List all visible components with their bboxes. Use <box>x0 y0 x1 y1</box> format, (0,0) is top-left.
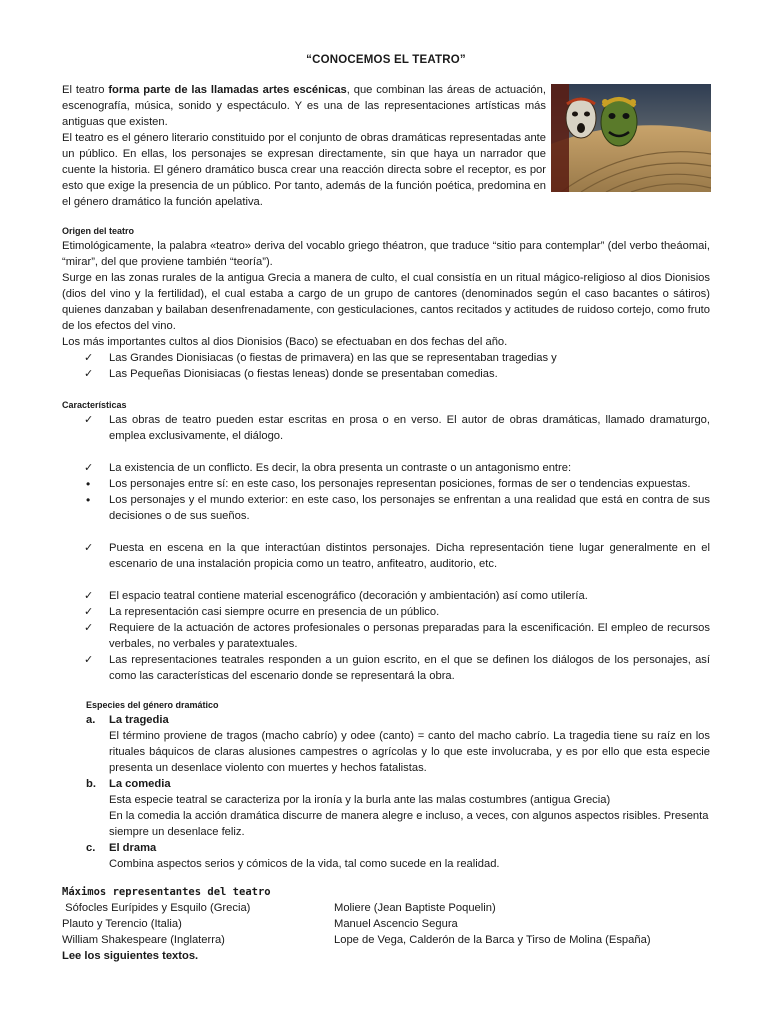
caracteristicas-list-4 <box>62 588 710 684</box>
representante-right: Manuel Ascencio Segura <box>334 918 458 930</box>
conflict-bullet-list <box>62 476 710 524</box>
list-item: ✓ Las obras de teatro pueden estar escritas en prosa o en verso. El autor de obras dramáticas, llamado dramaturgo, emplea exclusivamente, el diálogo. <box>62 412 710 444</box>
theater-masks-image <box>551 84 711 192</box>
intro-paragraph-2: El teatro es el género literario constituido por el conjunto de obras dramáticas representadas ante un público. En ellas, los personajes se expresan directamente, sin que haya un narrador que cuente la historia. El género dramático busca crear una reacción directa sobre el receptor, es por esto que exige la presencia de un público. Por tanto, además de la función poética, predomina en el género dramático la función apelativa. <box>62 132 546 208</box>
list-item: ✓ Las Pequeñas Dionisiacas (o fiestas leneas) donde se presentaban comedias. <box>62 366 710 382</box>
list-item: ✓ El espacio teatral contiene material escenográfico (decoración y ambientación) así como utilería. <box>62 588 710 604</box>
representante-right: Lope de Vega, Calderón de la Barca y Tirso de Molina (España) <box>334 934 651 946</box>
list-item: ✓ Las Grandes Dionisiacas (o fiestas de primavera) en las que se representaban tragedias y <box>62 350 710 366</box>
origen-paragraph-1: Etimológicamente, la palabra «teatro» deriva del vocablo griego théatron, que traduce “sitio para contemplar” (del verbo theáomai, “mirar”, del que proviene también “teoría”). <box>62 240 710 268</box>
representantes-grid <box>62 900 710 948</box>
intro-paragraph-1 <box>62 82 546 130</box>
spacer <box>62 444 710 460</box>
spacer <box>62 524 710 540</box>
list-item: ✓ La existencia de un conflicto. Es decir, la obra presenta un contraste o un antagonismo entre: <box>62 460 710 476</box>
especie-title: La comedia <box>109 778 171 790</box>
caracteristicas-heading: Características <box>62 400 127 410</box>
especies-heading: Especies del género dramático <box>86 700 219 710</box>
intro-p1-emphasis: forma parte de las llamadas artes escénicas <box>108 84 347 96</box>
list-item: • Los personajes entre sí: en este caso, los personajes representan posiciones, formas de ser o tendencias expuestas. <box>62 476 710 492</box>
intro-section <box>62 82 710 210</box>
especie-title: La tragedia <box>109 714 169 726</box>
intro-p1-end: , que combinan las áreas de actuación, escenografía, música, sonido y espectáculo. Y es una de las representaciones artísticas más antiguas que existen. <box>62 84 546 128</box>
list-item: ✓ Las representaciones teatrales responden a un guion escrito, en el que se definen los diálogos de los personajes, así como las características del escenario donde se representará la obra. <box>62 652 710 684</box>
origen-paragraph-3: Los más importantes cultos al dios Dionisios (Baco) se efectuaban en dos fechas del año. <box>62 336 508 348</box>
especie-text: En la comedia la acción dramática discurre de manera alegre e incluso, a veces, con algunos aspectos risibles. Presenta siempre un desenlace feliz. <box>109 810 709 838</box>
especie-tragedia <box>62 712 710 776</box>
especie-letter: b. <box>86 778 96 790</box>
document-page <box>62 52 710 964</box>
representante-left: Plauto y Terencio (Italia) <box>62 918 182 930</box>
intro-text <box>62 82 546 210</box>
origen-paragraph-2: Surge en las zonas rurales de la antigua Grecia a manera de culto, el cual consistía en un ritual mágico-religioso al dios Dionisios (dios del vino y la fertilidad), el cual estaba a cargo de un grupo de cantores (denominados según el caso bacantes o sátiros) quienes danzaban y bailaban desenfrenadamente, con gesticulaciones, cantos recitados y actitudes de ruidoso cortejo, como fruto de los efectos del vino. <box>62 272 710 332</box>
representantes-heading: Máximos representantes del teatro <box>62 886 271 898</box>
especie-comedia <box>62 776 710 840</box>
document-title: “CONOCEMOS EL TEATRO” <box>306 54 466 66</box>
list-item: ✓ La representación casi siempre ocurre en presencia de un público. <box>62 604 710 620</box>
spacer <box>62 572 710 588</box>
representante-left: William Shakespeare (Inglaterra) <box>62 934 225 946</box>
intro-p1-start: El teatro <box>62 84 109 96</box>
representante-right: Moliere (Jean Baptiste Poquelin) <box>334 902 496 914</box>
representante-left: Sófocles Eurípides y Esquilo (Grecia) <box>62 902 251 914</box>
list-item: ✓ Puesta en escena en la que interactúan distintos personajes. Dicha representación tiene lugar generalmente en el escenario de una instalación propicia como un teatro, anfiteatro, auditorio, etc. <box>62 540 710 572</box>
especie-drama <box>62 840 710 872</box>
especie-text: El término proviene de tragos (macho cabrío) y odee (canto) = canto del macho cabrío. La tragedia tiene su raíz en los rituales báquicos de claras alusiones campestres o agrícolas y lo que este involucraba, y es por ello que esta especie presenta un desenlace violento con muertes y hechos fatalistas. <box>109 730 710 774</box>
especie-text: Esta especie teatral se caracteriza por la ironía y la burla ante las malas costumbres (antigua Grecia) <box>109 794 611 806</box>
origen-check-list <box>62 350 710 382</box>
especies-section <box>62 698 710 872</box>
especie-title: El drama <box>109 842 157 854</box>
list-item: ✓ Requiere de la actuación de actores profesionales o personas preparadas para la escenificación. El empleo de recursos verbales, no verbales y paratextuales. <box>62 620 710 652</box>
caracteristicas-list-2 <box>62 460 710 476</box>
origen-heading: Origen del teatro <box>62 226 135 236</box>
especie-letter: c. <box>86 842 96 854</box>
caracteristicas-list-1 <box>62 412 710 444</box>
representantes-section <box>62 884 710 964</box>
list-item: • Los personajes y el mundo exterior: en este caso, los personajes se enfrentan a una realidad que está en contra de sus decisiones o de sus sueños. <box>62 492 710 524</box>
especie-text: Combina aspectos serios y cómicos de la vida, tal como sucede en la realidad. <box>109 858 500 870</box>
especie-letter: a. <box>86 714 96 726</box>
caracteristicas-list-3 <box>62 540 710 572</box>
final-instruction: Lee los siguientes textos. <box>62 950 199 962</box>
theater-masks-illustration <box>551 84 711 192</box>
